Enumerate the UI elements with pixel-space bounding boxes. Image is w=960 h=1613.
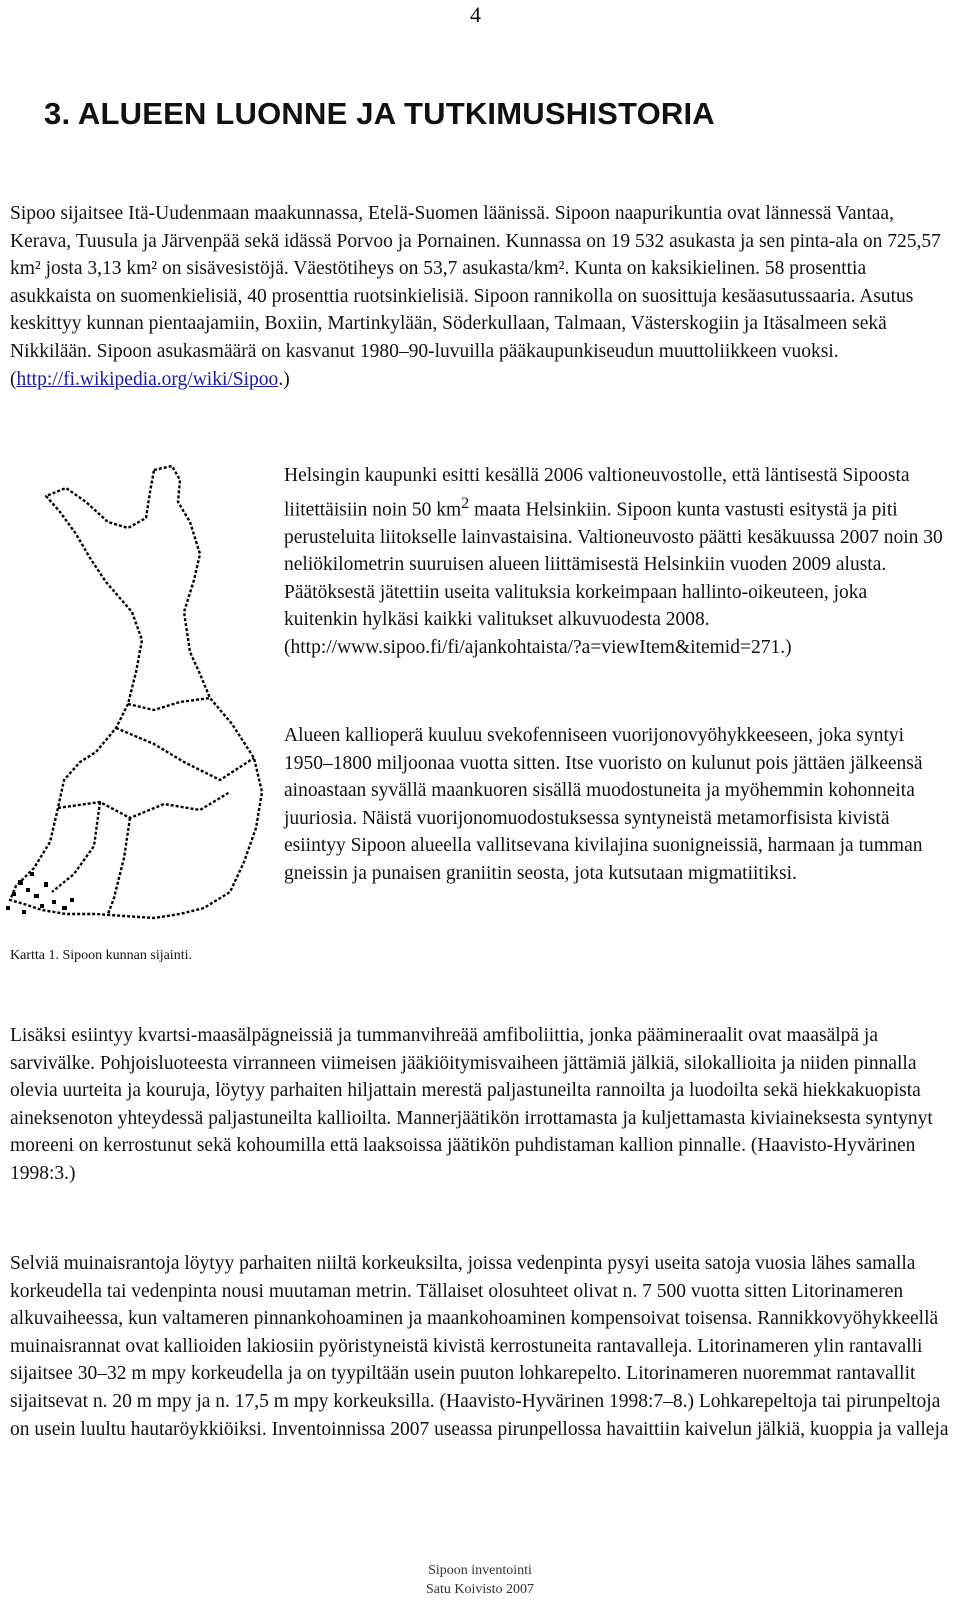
shorelines-paragraph: Selviä muinaisrantoja löytyy parhaiten niiltä korkeuksilta, joissa vedenpinta pysyi useita satoja vuosia lähes samalla korkeudella tai vedenpinta nousi muutaman metrin. Tällaiset olosuhteet olivat n. 7 500 vuotta sitten Litorinameren alkuvaiheessa, kun valtameren pinnankohoaminen ja maankohoaminen kompensoivat toisensa. Rannikkovyöhykkeellä muinaisrannat ovat kallioiden lakiosiin pyöristyneistä kivistä kerrostuneita rantavalleja. Litorinameren ylin rantavalli sijaitsee 30–32 m mpy korkeudella ja on tyypiltään usein puuton lohkarepelto. Litorinameren nuoremmat rantavallit sijaitsevat n. 20 m mpy ja n. 17,5 m mpy korkeuksilla. (Haavisto-Hyvärinen 1998:7–8.) Lohkarepeltoja tai pirunpeltoja on usein luultu hautaröykkiöiksi. Inventoinnissa 2007 useassa pirunpellossa havaittiin kaivelun jälkiä, kuoppia ja valleja	[10, 1253, 949, 1440]
footer-author: Satu Koivisto 2007	[425, 1582, 535, 1597]
section-heading: 3. ALUEEN LUONNE JA TUTKIMUSHISTORIA	[44, 96, 715, 131]
intro-text: Sipoo sijaitsee Itä-Uudenmaan maakunnassa, Etelä-Suomen läänissä. Sipoon naapurikuntia ovat lännessä Vantaa, Kerava, Tuusula ja Järvenpää sekä idässä Porvoo ja Pornainen. Kunnassa on 19 532 asukasta ja sen pinta-ala on 725,57 km² josta 3,13 km² on sisävesistöjä. Väestötiheys on 53,7 asukasta/km². Kunta on kaksikielinen. 58 prosenttia asukkaista on suomenkielisiä, 40 prosenttia ruotsinkielisiä. Sipoon rannikolla on suosittuja kesäasutussaaria. Asutus keskittyy kunnan pientaajamiin, Boxiin, Martinkylään, Söderkullaan, Talmaan, Västerskogiin ja Itäsalmeen sekä Nikkilään. Sipoon asukasmäärä on kasvanut 1980–90-luvuilla pääkaupunkiseudun muuttoliikkeen vuoksi. (	[10, 203, 941, 390]
finland-outline	[10, 466, 262, 918]
archipelago-dots	[6, 872, 74, 914]
minerals-paragraph: Lisäksi esiintyy kvartsi-maasälpägneissiä ja tummanvihreää amfiboliittia, jonka päämineraalit ovat maasälpä ja sarvivälke. Pohjoisluoteesta virranneen viimeisen jääkiöitymisvaiheen jättämiä jälkiä, silokallioita ja niiden pinnalla olevia uurteita ja kouruja, löytyy parhaiten hiljattain merestä paljastuneilta rannoilta ja luodoilta sekä hiekkakuopista aineksenoton yhteydessä paljastuneilta kallioilta. Mannerjäätikön irrottamasta ja kuljettamasta kiviaineksesta syntynyt moreeni on kerrostunut sekä kohoumilla että laaksoissa jäätikön puhdistaman kallion pinnalle. (Haavisto-Hyvärinen 1998:3.)	[10, 1025, 933, 1184]
region-border-north	[128, 698, 210, 710]
map-caption: Kartta 1. Sipoon kunnan sijainti.	[10, 948, 192, 963]
finland-map	[4, 462, 266, 940]
superscript-2: 2	[461, 493, 470, 512]
wikipedia-link[interactable]: http://fi.wikipedia.org/wiki/Sipoo	[16, 368, 279, 390]
bedrock-paragraph: Alueen kallioperä kuuluu svekofenniseen vuorijonovyöhykkeeseen, joka syntyi 1950–1800 miljoonaa vuotta sitten. Itse vuoristo on kulunut pois jättäen jälkeensä ainoastaan syvällä maankuoren sisällä muodostuneita ja myöhemmin kohonneita juuriosia. Näistä vuorijonomuodostuksessa syntyneistä metamorfisista kivistä esiintyy Sipoon alueella vallitsevana kivilajina suonigneissiä, harmaan ja tumman gneissin ja punaisen graniitin seosta, jota kutsutaan migmatiitiksi.	[284, 725, 923, 884]
region-border-east	[116, 728, 254, 780]
annexation-text: Helsingin kaupunki esitti kesällä 2006 valtioneuvostolle, että läntisestä Sipoosta liitettäisiin noin 50 km	[284, 465, 910, 521]
intro-paragraph	[10, 200, 950, 393]
annexation-text-cont: maata Helsinkiin. Sipoon kunta vastusti esitystä ja piti perusteluita liitokselle lainvastaisina. Valtioneuvosto päätti kesäkuussa 2007 noin 30 neliökilometrin suuruisen alueen liittämisestä Helsinkiin vuoden 2009 alusta. Päätöksestä jätettiin useita valituksia korkeimpaan hallinto-oikeuteen, joka kuitenkin hylkäsi kaikki valitukset alkuvuodesta 2008. (http://www.sipoo.fi/fi/ajankohtaista/?a=viewItem&itemid=271.)	[284, 499, 943, 659]
region-border-west	[52, 802, 100, 892]
annexation-paragraph	[284, 462, 944, 662]
footer-title: Sipoon inventointi	[428, 1563, 532, 1578]
page-number: 4	[470, 2, 481, 27]
region-border-south	[58, 792, 230, 818]
region-border-mid	[108, 818, 130, 914]
intro-text-end: .)	[278, 368, 290, 390]
